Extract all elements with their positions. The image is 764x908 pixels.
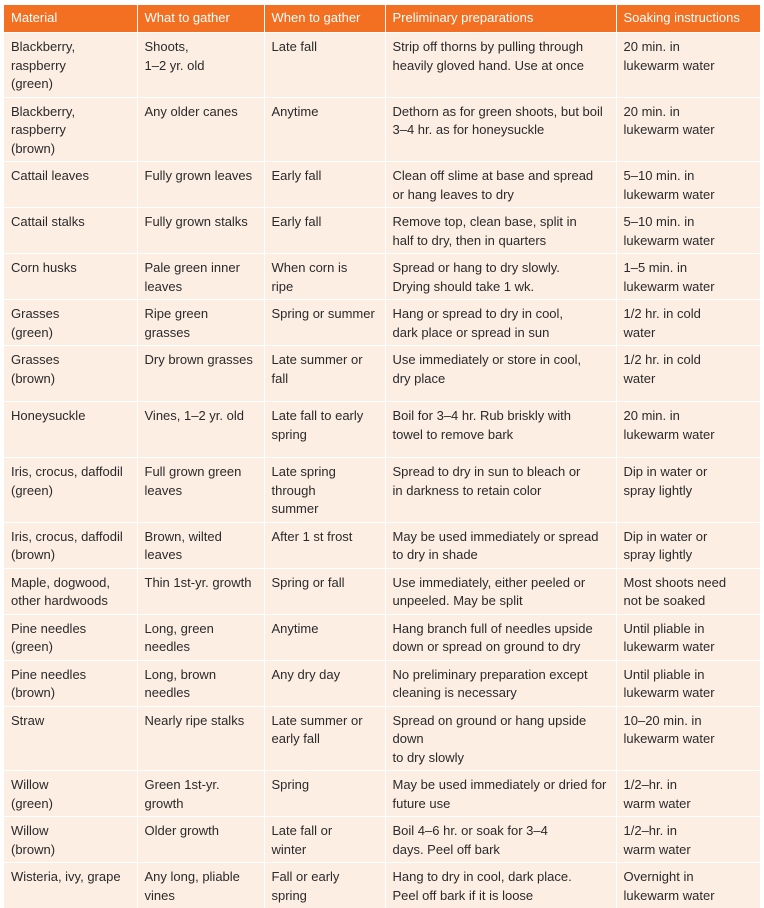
cell-when-to-gather: Early fall: [264, 208, 385, 254]
cell-soaking-instructions: Until pliable in lukewarm water: [616, 660, 760, 706]
cell-when-to-gather: Late fall to early spring: [264, 402, 385, 458]
table-row: [4, 458, 760, 523]
table-row: [4, 568, 760, 614]
table-row: [4, 614, 760, 660]
cell-material: Pine needles (brown): [4, 660, 137, 706]
cell-soaking-instructions: 1/2–hr. in warm water: [616, 771, 760, 817]
cell-material: Willow (green): [4, 771, 137, 817]
cell-when-to-gather: Anytime: [264, 97, 385, 162]
cell-when-to-gather: After 1 st frost: [264, 522, 385, 568]
cell-material: Straw: [4, 706, 137, 771]
cell-material: Wisteria, ivy, grape: [4, 863, 137, 908]
header-when-to-gather: When to gather: [264, 5, 385, 33]
table-row: [4, 300, 760, 346]
cell-material: Corn husks: [4, 254, 137, 300]
cell-soaking-instructions: 20 min. in lukewarm water: [616, 97, 760, 162]
cell-when-to-gather: Spring or summer: [264, 300, 385, 346]
cell-soaking-instructions: 1/2 hr. in cold water: [616, 300, 760, 346]
table-row: [4, 402, 760, 458]
header-row: [4, 5, 760, 33]
cell-preliminary-preparations: Boil for 3–4 hr. Rub briskly with towel to remove bark: [385, 402, 616, 458]
table-row: [4, 660, 760, 706]
table-row: [4, 162, 760, 208]
table-row: [4, 254, 760, 300]
cell-preliminary-preparations: Spread to dry in sun to bleach or in darkness to retain color: [385, 458, 616, 523]
cell-what-to-gather: Green 1st-yr. growth: [137, 771, 264, 817]
cell-preliminary-preparations: Strip off thorns by pulling through heavily gloved hand. Use at once: [385, 33, 616, 98]
basketry-materials-table: [4, 5, 760, 908]
cell-soaking-instructions: 5–10 min. in lukewarm water: [616, 162, 760, 208]
table-row: [4, 33, 760, 98]
table-row: [4, 522, 760, 568]
cell-when-to-gather: Anytime: [264, 614, 385, 660]
cell-soaking-instructions: 20 min. in lukewarm water: [616, 402, 760, 458]
cell-preliminary-preparations: Spread or hang to dry slowly. Drying should take 1 wk.: [385, 254, 616, 300]
cell-material: Cattail leaves: [4, 162, 137, 208]
cell-what-to-gather: Shoots, 1–2 yr. old: [137, 33, 264, 98]
cell-when-to-gather: Late fall: [264, 33, 385, 98]
cell-when-to-gather: Late spring through summer: [264, 458, 385, 523]
cell-preliminary-preparations: Hang to dry in cool, dark place. Peel off bark if it is loose: [385, 863, 616, 908]
cell-preliminary-preparations: Remove top, clean base, split in half to dry, then in quarters: [385, 208, 616, 254]
cell-what-to-gather: Pale green inner leaves: [137, 254, 264, 300]
cell-material: Honeysuckle: [4, 402, 137, 458]
cell-soaking-instructions: Dip in water or spray lightly: [616, 458, 760, 523]
cell-preliminary-preparations: Dethorn as for green shoots, but boil 3–4 hr. as for honeysuckle: [385, 97, 616, 162]
cell-preliminary-preparations: Spread on ground or hang upside down to dry slowly: [385, 706, 616, 771]
cell-what-to-gather: Brown, wilted leaves: [137, 522, 264, 568]
cell-soaking-instructions: 1/2–hr. in warm water: [616, 817, 760, 863]
cell-preliminary-preparations: Hang branch full of needles upside down or spread on ground to dry: [385, 614, 616, 660]
table-row: [4, 346, 760, 402]
cell-when-to-gather: Spring or fall: [264, 568, 385, 614]
table-header: [4, 5, 760, 33]
cell-preliminary-preparations: Hang or spread to dry in cool, dark place or spread in sun: [385, 300, 616, 346]
cell-soaking-instructions: 1/2 hr. in cold water: [616, 346, 760, 402]
cell-material: Blackberry, raspberry (green): [4, 33, 137, 98]
table-row: [4, 208, 760, 254]
table-row: [4, 97, 760, 162]
cell-preliminary-preparations: May be used immediately or dried for future use: [385, 771, 616, 817]
cell-material: Maple, dogwood, other hardwoods: [4, 568, 137, 614]
cell-material: Iris, crocus, daffodil (brown): [4, 522, 137, 568]
table-body: [4, 33, 760, 908]
header-soaking-instructions: Soaking instructions: [616, 5, 760, 33]
cell-when-to-gather: Spring: [264, 771, 385, 817]
cell-soaking-instructions: Dip in water or spray lightly: [616, 522, 760, 568]
cell-material: Grasses (green): [4, 300, 137, 346]
table-row: [4, 706, 760, 771]
header-what-to-gather: What to gather: [137, 5, 264, 33]
cell-what-to-gather: Dry brown grasses: [137, 346, 264, 402]
cell-soaking-instructions: Until pliable in lukewarm water: [616, 614, 760, 660]
cell-when-to-gather: When corn is ripe: [264, 254, 385, 300]
table-row: [4, 863, 760, 908]
cell-material: Iris, crocus, daffodil (green): [4, 458, 137, 523]
cell-what-to-gather: Any long, pliable vines: [137, 863, 264, 908]
cell-material: Cattail stalks: [4, 208, 137, 254]
cell-what-to-gather: Nearly ripe stalks: [137, 706, 264, 771]
cell-material: Willow (brown): [4, 817, 137, 863]
cell-what-to-gather: Fully grown leaves: [137, 162, 264, 208]
cell-what-to-gather: Any older canes: [137, 97, 264, 162]
materials-table-container: [4, 5, 760, 908]
cell-when-to-gather: Late summer or early fall: [264, 706, 385, 771]
cell-preliminary-preparations: Clean off slime at base and spread or hang leaves to dry: [385, 162, 616, 208]
cell-soaking-instructions: 20 min. in lukewarm water: [616, 33, 760, 98]
cell-soaking-instructions: 10–20 min. in lukewarm water: [616, 706, 760, 771]
cell-what-to-gather: Fully grown stalks: [137, 208, 264, 254]
cell-what-to-gather: Older growth: [137, 817, 264, 863]
cell-when-to-gather: Any dry day: [264, 660, 385, 706]
cell-soaking-instructions: 1–5 min. in lukewarm water: [616, 254, 760, 300]
cell-what-to-gather: Thin 1st-yr. growth: [137, 568, 264, 614]
cell-when-to-gather: Fall or early spring: [264, 863, 385, 908]
cell-preliminary-preparations: Boil 4–6 hr. or soak for 3–4 days. Peel off bark: [385, 817, 616, 863]
cell-soaking-instructions: Overnight in lukewarm water: [616, 863, 760, 908]
cell-what-to-gather: Full grown green leaves: [137, 458, 264, 523]
cell-what-to-gather: Long, green needles: [137, 614, 264, 660]
cell-material: Pine needles (green): [4, 614, 137, 660]
cell-preliminary-preparations: May be used immediately or spread to dry in shade: [385, 522, 616, 568]
cell-when-to-gather: Late fall or winter: [264, 817, 385, 863]
cell-what-to-gather: Long, brown needles: [137, 660, 264, 706]
cell-material: Blackberry, raspberry (brown): [4, 97, 137, 162]
cell-when-to-gather: Early fall: [264, 162, 385, 208]
cell-preliminary-preparations: Use immediately, either peeled or unpeeled. May be split: [385, 568, 616, 614]
table-row: [4, 771, 760, 817]
table-row: [4, 817, 760, 863]
cell-soaking-instructions: 5–10 min. in lukewarm water: [616, 208, 760, 254]
cell-preliminary-preparations: Use immediately or store in cool, dry place: [385, 346, 616, 402]
cell-material: Grasses (brown): [4, 346, 137, 402]
cell-soaking-instructions: Most shoots need not be soaked: [616, 568, 760, 614]
cell-what-to-gather: Ripe green grasses: [137, 300, 264, 346]
header-preliminary-preparations: Preliminary preparations: [385, 5, 616, 33]
cell-preliminary-preparations: No preliminary preparation except cleaning is necessary: [385, 660, 616, 706]
cell-what-to-gather: Vines, 1–2 yr. old: [137, 402, 264, 458]
header-material: Material: [4, 5, 137, 33]
cell-when-to-gather: Late summer or fall: [264, 346, 385, 402]
